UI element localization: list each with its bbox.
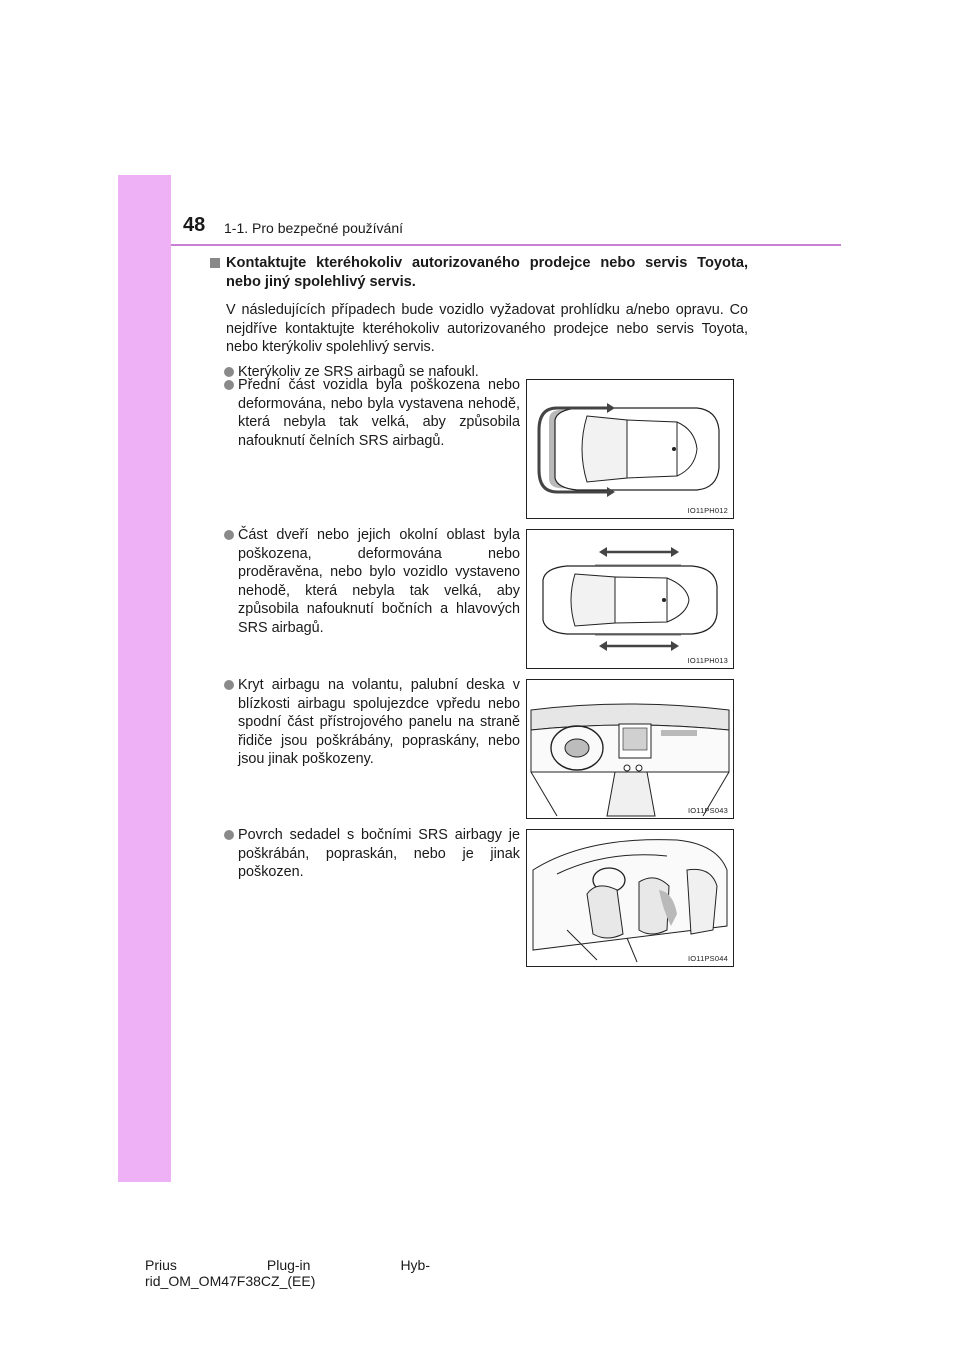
section-title: 1-1. Pro bezpečné používání (224, 220, 404, 236)
main-content (210, 254, 748, 381)
bullet-dot-icon (224, 530, 234, 540)
square-bullet-icon (210, 258, 220, 268)
intro-paragraph: V následujících případech bude vozidlo vyžadovat prohlídku a/nebo opravu. Co nejdříve kontaktujte kteréhokoliv autorizovaného prodejce nebo servis Toyota, nebo kterýkoliv spolehlivý servis. (226, 302, 748, 355)
list-item-text: Přední část vozidla byla poškozena nebo deformována, nebo byla vystavena nehodě, která nebyla tak velká, aby způsobila nafouknutí čelních SRS airbagů. (238, 377, 520, 449)
car-top-view-front-icon (527, 380, 733, 518)
list-item (210, 376, 520, 450)
figure-code: IO11PS044 (687, 954, 728, 963)
bullet-dot-icon (224, 680, 234, 690)
list-item-text: Část dveří nebo jejich okolní oblast byla poškozena, deformována nebo proděravěna, nebo bylo vozidlo vystaveno nehodě, která nebyla tak velká, aby způsobila nafouknutí bočních a hlavových SRS airbagů. (238, 527, 520, 636)
figure-code: IO11PS043 (687, 806, 728, 815)
footer (145, 1257, 430, 1289)
figure-code: IO11PH012 (687, 506, 728, 515)
figure-side-damage (526, 529, 734, 669)
list-item-text: Povrch sedadel s bočními SRS airbagy je poškrábán, popraskán, nebo je jinak poškozen. (238, 827, 520, 880)
bullet-dot-icon (224, 830, 234, 840)
header-divider (171, 244, 841, 246)
bullet-dot-icon (224, 380, 234, 390)
dashboard-icon (527, 680, 733, 818)
figure-seats (526, 829, 734, 967)
footer-doc-code: rid_OM_OM47F38CZ_(EE) (145, 1273, 316, 1289)
footer-model: Prius (145, 1257, 177, 1273)
list-item (210, 526, 520, 637)
list-item-text: Kryt airbagu na volantu, palubní deska v blízkosti airbagu spolujezdce vpředu nebo spodní část přístrojového panelu na straně řidiče jsou poškrábány, popraskány, nebo jsou jinak poškozeny. (238, 677, 520, 767)
figure-dashboard (526, 679, 734, 819)
list-item-text: Kterýkoliv ze SRS airbagů se nafoukl. (238, 363, 479, 380)
figure-code: IO11PH013 (687, 656, 728, 665)
car-top-view-side-icon (527, 530, 733, 668)
car-interior-seats-icon (527, 830, 733, 966)
side-tab-strip (118, 175, 171, 1182)
list-item (210, 826, 520, 882)
section-heading (210, 254, 748, 292)
heading-text: Kontaktujte kteréhokoliv autorizovaného prodejce nebo servis Toyota, nebo jiný spolehlivý servis. (226, 255, 748, 290)
list-item (210, 676, 520, 769)
figure-front-damage (526, 379, 734, 519)
footer-variant: Plug-in (266, 1257, 311, 1273)
bullet-dot-icon (224, 367, 234, 377)
footer-type: Hyb- (400, 1257, 430, 1273)
page-number: 48 (183, 214, 206, 236)
